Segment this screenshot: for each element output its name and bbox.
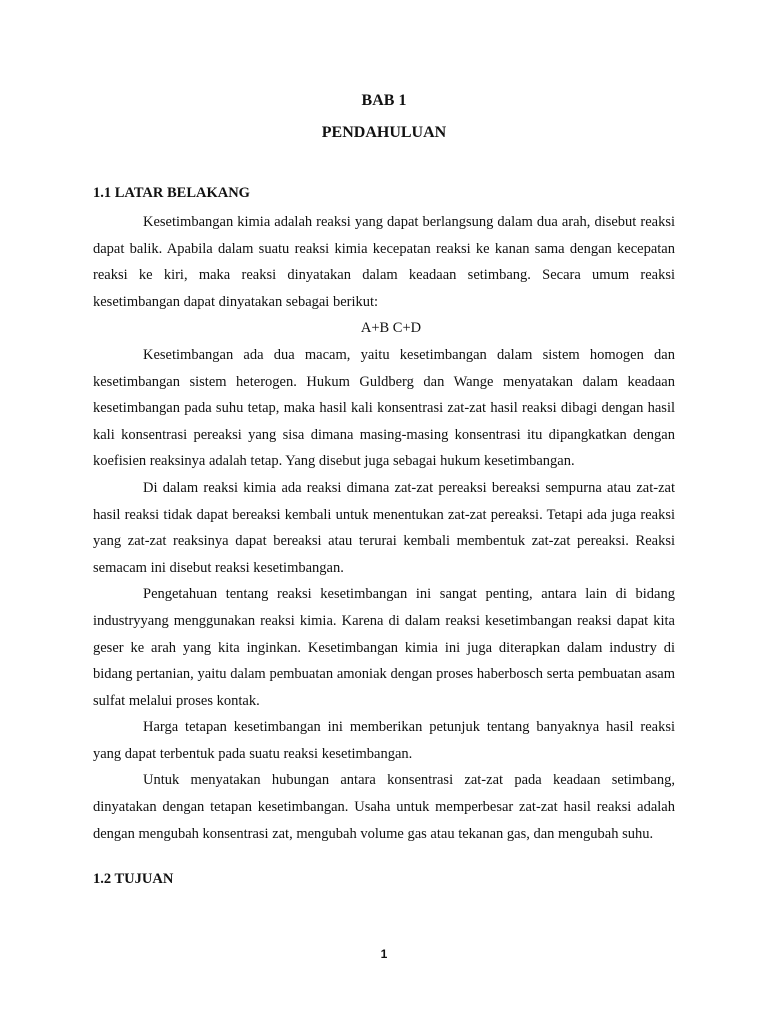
paragraph-6: Untuk menyatakan hubungan antara konsentrasi zat-zat pada keadaan setimbang, dinyatakan dengan tetapan kesetimbangan. Usaha untuk memperbesar zat-zat hasil reaksi adalah dengan mengubah konsentrasi zat, mengubah volume gas atau tekanan gas, dan mengubah suhu. [93, 772, 675, 842]
paragraph-5: Harga tetapan kesetimbangan ini memberikan petunjuk tentang banyaknya hasil reaksi yang dapat terbentuk pada suatu reaksi kesetimbangan. [93, 719, 675, 762]
equation: A+B C+D [360, 320, 422, 337]
section-body-latar-belakang [93, 209, 675, 847]
paragraph-1: Kesetimbangan kimia adalah reaksi yang dapat berlangsung dalam dua arah, disebut reaksi dapat balik. Apabila dalam suatu reaksi kimia kecepatan reaksi ke kanan sama dengan kecepatan reaksi ke kiri, maka reaksi dinyatakan dalam keadaan setimbang. Secara umum reaksi kesetimbangan dapat dinyatakan sebagai berikut: [93, 214, 675, 310]
paragraph-2: Kesetimbangan ada dua macam, yaitu kesetimbangan dalam sistem homogen dan kesetimbangan sistem heterogen. Hukum Guldberg dan Wange menyatakan dalam keadaan kesetimbangan pada suhu tetap, maka hasil kali konsentrasi zat-zat hasil reaksi dibagi dengan hasil kali konsentrasi pereaksi yang sisa dimana masing-masing konsentrasi itu dipangkatkan dengan koefisien reaksinya adalah tetap. Yang disebut juga sebagai hukum kesetimbangan. [93, 346, 675, 470]
paragraph-3: Di dalam reaksi kimia ada reaksi dimana zat-zat pereaksi bereaksi sempurna atau zat-zat hasil reaksi tidak dapat bereaksi kembali untuk menentukan zat-zat pereaksi. Tetapi ada juga reaksi yang zat-zat reaksinya dapat bereaksi atau terurai kembali membentuk zat-zat pereaksi. Reaksi semacam ini disebut reaksi kesetimbangan. [93, 479, 675, 576]
page-number: 1 [380, 947, 388, 961]
section-heading-tujuan: 1.2 TUJUAN [93, 871, 174, 887]
chapter-number: BAB 1 [361, 92, 407, 109]
section-heading-latar-belakang: 1.1 LATAR BELAKANG [93, 185, 250, 201]
chapter-title: PENDAHULUAN [321, 124, 447, 141]
paragraph-4: Pengetahuan tentang reaksi kesetimbangan ini sangat penting, antara lain di bidang industryyang menggunakan reaksi kimia. Karena di dalam reaksi kesetimbangan reaksi dapat kita geser ke arah yang kita inginkan. Kesetimbangan kimia ini juga diterapkan dalam industry di bidang pertanian, yaitu dalam pembuatan amoniak dengan proses haberbosch serta pembuatan asam sulfat melalui proses kontak. [93, 586, 675, 709]
